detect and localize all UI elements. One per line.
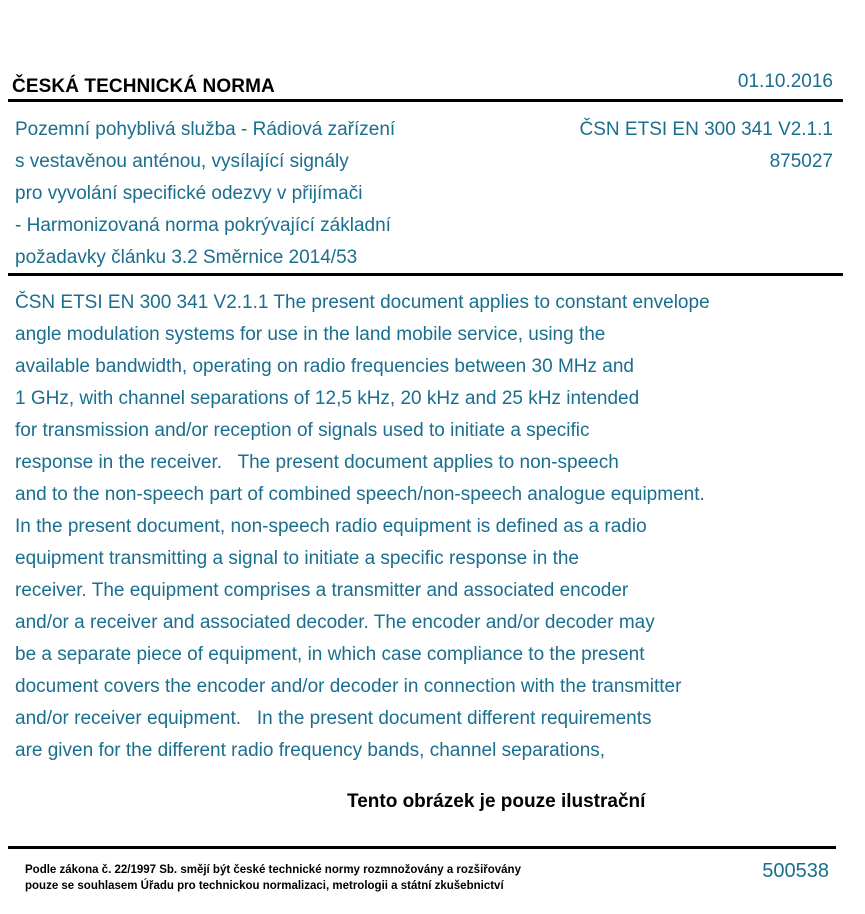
title-line: s vestavěnou anténou, vysílající signály bbox=[15, 151, 349, 172]
body-line: response in the receiver. The present document applies to non-speech bbox=[15, 452, 619, 473]
title-line: - Harmonizovaná norma pokrývající základní bbox=[15, 215, 391, 236]
document-heading: ČESKÁ TECHNICKÁ NORMA bbox=[12, 76, 275, 97]
body-line: receiver. The equipment comprises a transmitter and associated encoder bbox=[15, 580, 629, 601]
body-line: document covers the encoder and/or decoder in connection with the transmitter bbox=[15, 676, 682, 697]
title-line: pro vyvolání specifické odezvy v přijímači bbox=[15, 183, 363, 204]
title-line: požadavky článku 3.2 Směrnice 2014/53 bbox=[15, 247, 358, 268]
legal-line: pouze se souhlasem Úřadu pro technickou normalizaci, metrologii a státní zkušebnictví bbox=[25, 880, 504, 892]
standard-identifier bbox=[580, 114, 833, 178]
body-line: for transmission and/or reception of signals used to initiate a specific bbox=[15, 420, 590, 441]
class-number: 875027 bbox=[769, 151, 833, 172]
body-line: 1 GHz, with channel separations of 12,5 kHz, 20 kHz and 25 kHz intended bbox=[15, 388, 640, 409]
header-divider bbox=[8, 99, 843, 102]
abstract-text bbox=[15, 287, 855, 767]
publication-date: 01.10.2016 bbox=[737, 71, 833, 92]
title-divider bbox=[8, 273, 843, 276]
body-line: ČSN ETSI EN 300 341 V2.1.1 The present document applies to constant envelope bbox=[15, 292, 710, 313]
body-line: are given for the different radio frequency bands, channel separations, bbox=[15, 740, 606, 761]
standard-code: ČSN ETSI EN 300 341 V2.1.1 bbox=[579, 119, 833, 140]
body-line: available bandwidth, operating on radio frequencies between 30 MHz and bbox=[15, 356, 634, 377]
body-line: and/or receiver equipment. In the present document different requirements bbox=[15, 708, 652, 729]
copyright-notice bbox=[25, 862, 521, 894]
body-line: angle modulation systems for use in the land mobile service, using the bbox=[15, 324, 606, 345]
document-number: 500538 bbox=[762, 860, 829, 882]
legal-line: Podle zákona č. 22/1997 Sb. smějí být české technické normy rozmnožovány a rozšiřovány bbox=[25, 864, 521, 876]
body-line: and to the non-speech part of combined speech/non-speech analogue equipment. bbox=[15, 484, 705, 505]
illustration-notice: Tento obrázek je pouze ilustrační bbox=[347, 791, 646, 812]
body-line: be a separate piece of equipment, in which case compliance to the present bbox=[15, 644, 645, 665]
body-line: and/or a receiver and associated decoder. The encoder and/or decoder may bbox=[15, 612, 655, 633]
body-line: equipment transmitting a signal to initiate a specific response in the bbox=[15, 548, 579, 569]
body-line: In the present document, non-speech radio equipment is defined as a radio bbox=[15, 516, 647, 537]
footer-divider bbox=[8, 846, 836, 849]
standard-title bbox=[15, 114, 485, 274]
title-line: Pozemní pohyblivá služba - Rádiová zařízení bbox=[15, 119, 396, 140]
